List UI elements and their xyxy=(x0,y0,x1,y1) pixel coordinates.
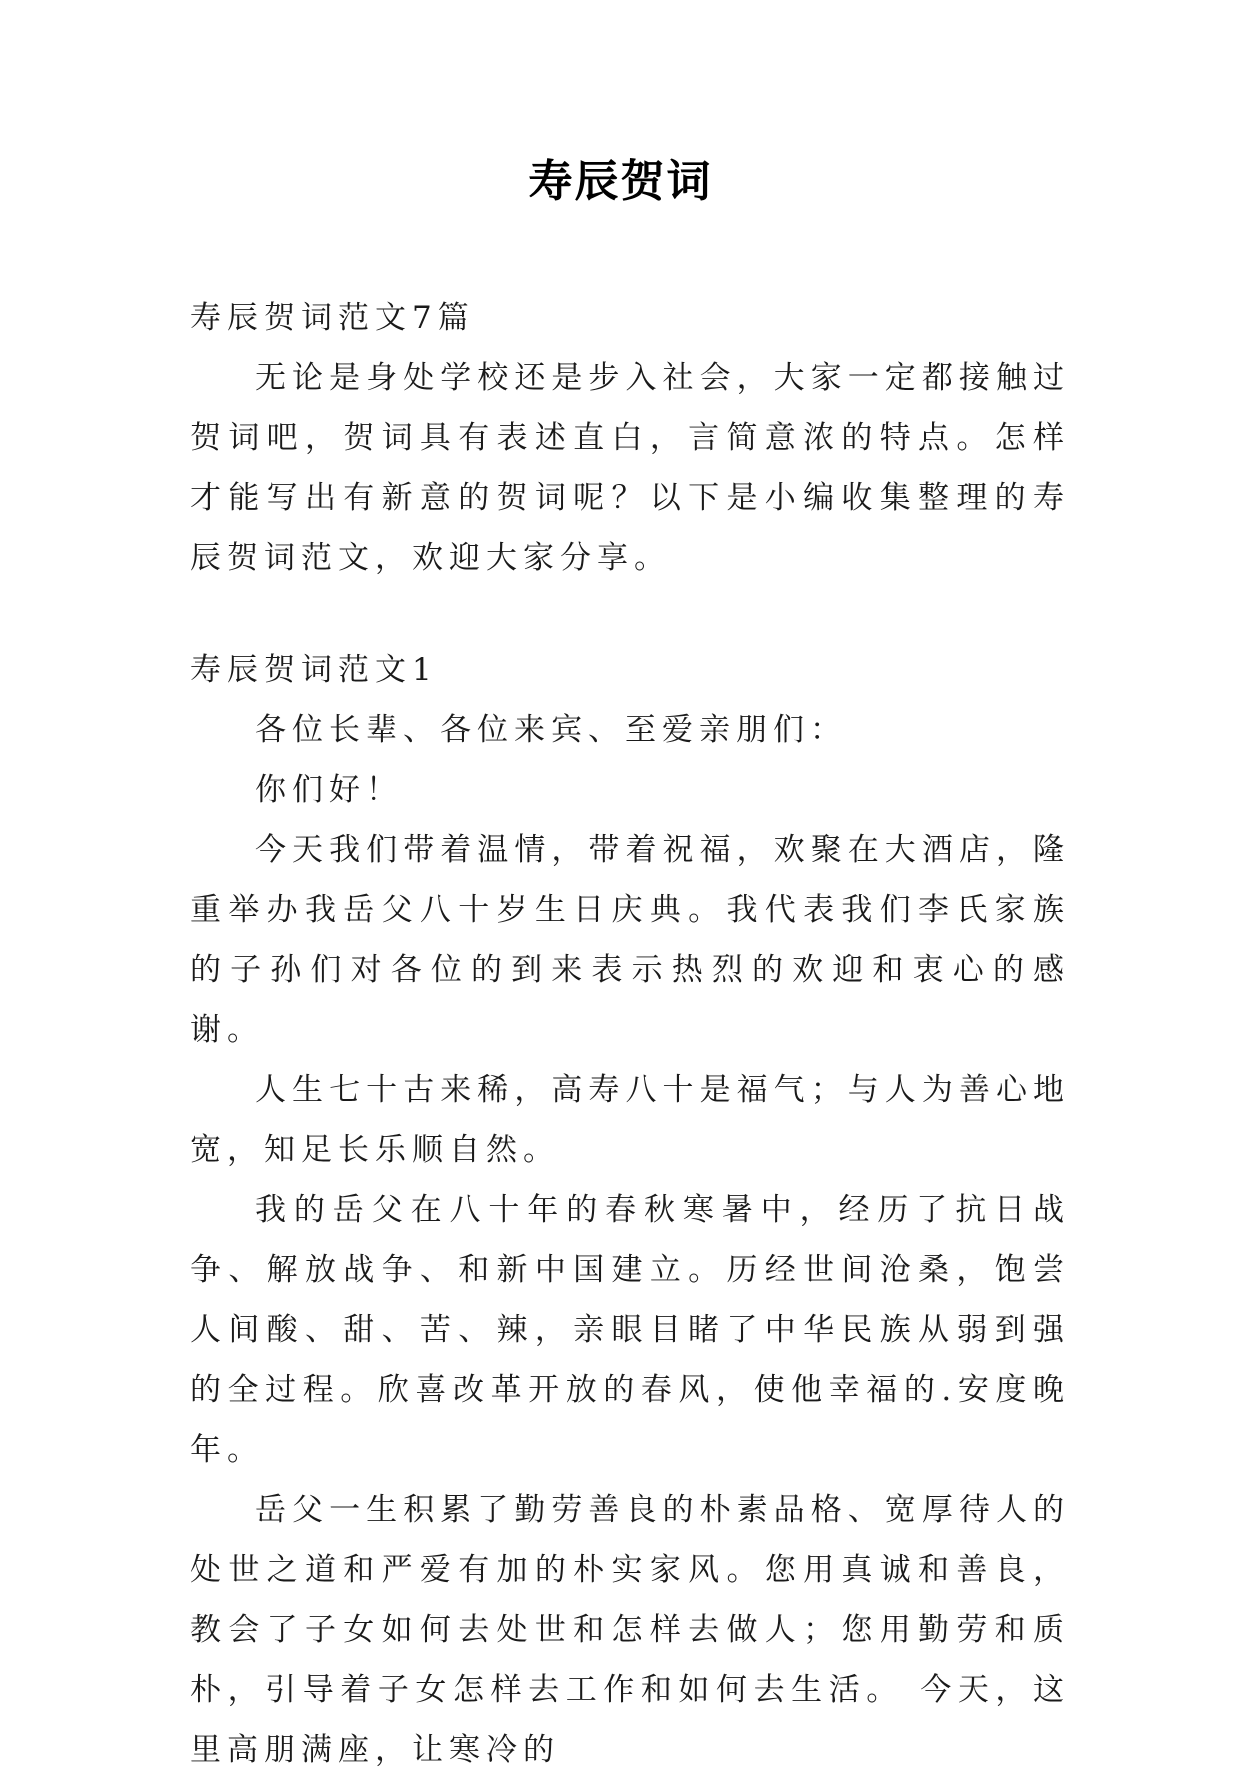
body-paragraph: 今天我们带着温情，带着祝福，欢聚在大酒店，隆重举办我岳父八十岁生日庆典。我代表我们李氏家族的子孙们对各位的到来表示热烈的欢迎和衷心的感谢。 xyxy=(190,832,1070,1048)
document-title: 寿辰贺词 xyxy=(528,156,713,207)
document-subtitle: 寿辰贺词范文7篇 xyxy=(190,300,475,336)
document-body xyxy=(190,288,1070,1780)
body-paragraph: 岳父一生积累了勤劳善良的朴素品格、宽厚待人的处世之道和严爱有加的朴实家风。您用真诚和善良，教会了子女如何去处世和怎样去做人；您用勤劳和质朴，引导着子女怎样去工作和如何去生活。 今天，这里高朋满座，让寒冷的 xyxy=(190,1492,1070,1768)
section-heading: 寿辰贺词范文1 xyxy=(190,652,438,688)
intro-paragraph: 无论是身处学校还是步入社会，大家一定都接触过贺词吧，贺词具有表述直白，言简意浓的特点。怎样才能写出有新意的贺词呢？以下是小编收集整理的寿辰贺词范文，欢迎大家分享。 xyxy=(190,360,1070,576)
body-paragraph: 人生七十古来稀，高寿八十是福气；与人为善心地宽，知足长乐顺自然。 xyxy=(190,1072,1070,1168)
salutation-paragraph: 各位长辈、各位来宾、至爱亲朋们： xyxy=(255,712,847,748)
body-paragraph: 我的岳父在八十年的春秋寒暑中，经历了抗日战争、解放战争、和新中国建立。历经世间沧桑，饱尝人间酸、甜、苦、辣，亲眼目睹了中华民族从弱到强的全过程。欣喜改革开放的春风，使他幸福的.安度晚年。 xyxy=(190,1192,1070,1468)
greeting-paragraph: 你们好！ xyxy=(255,772,403,808)
